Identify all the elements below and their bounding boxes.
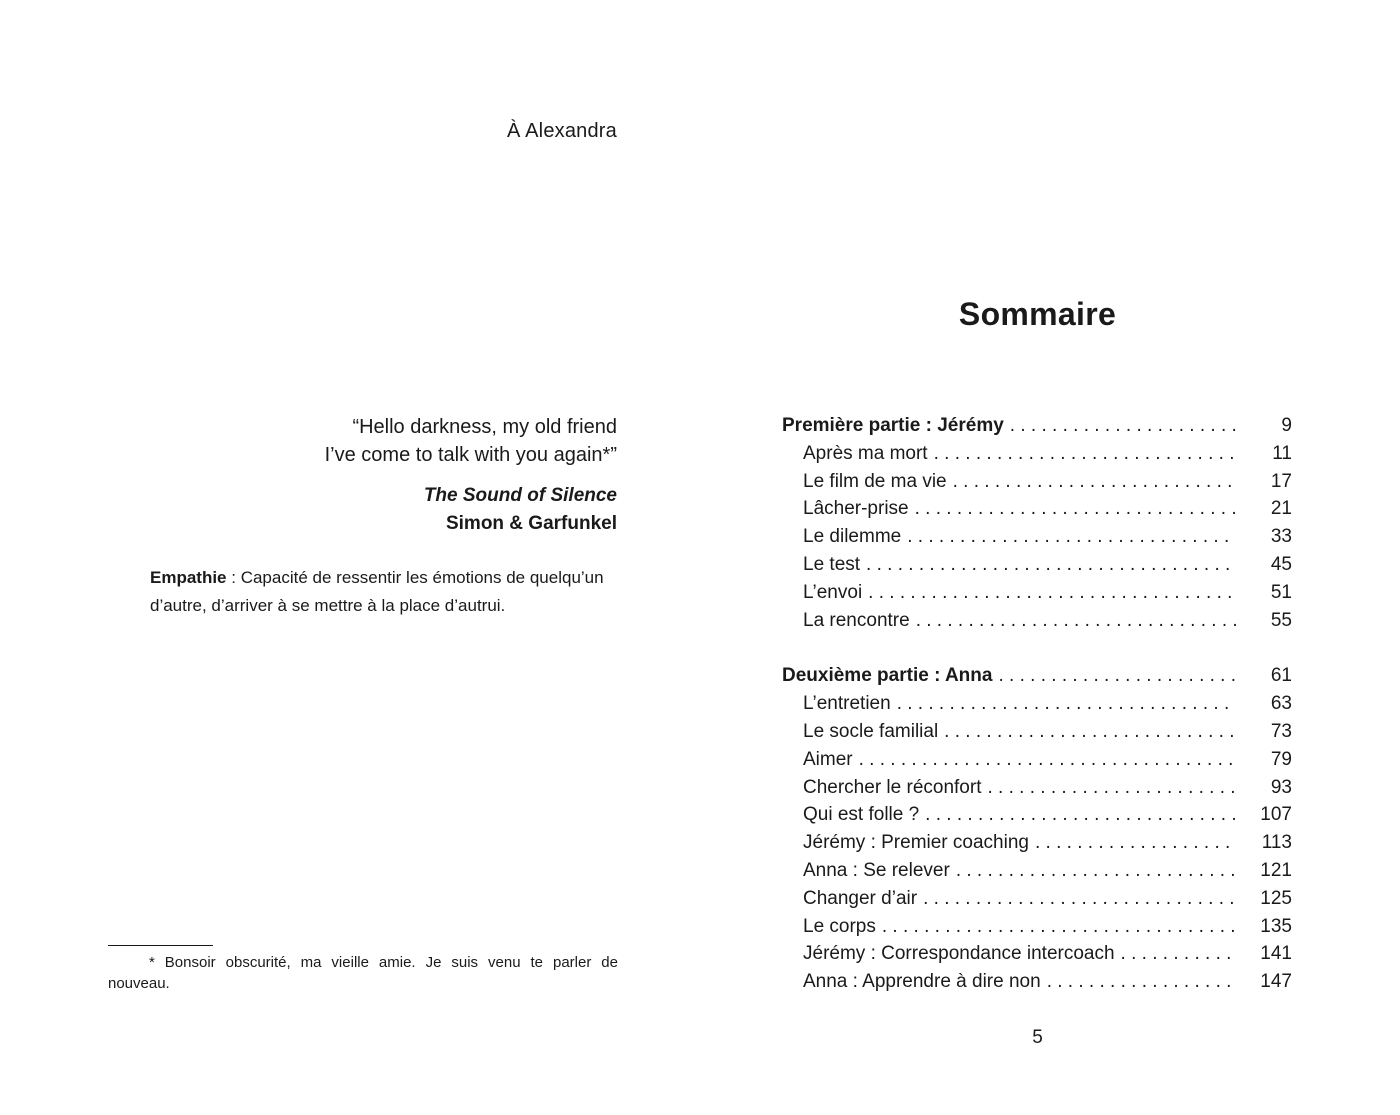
toc-leader-dots bbox=[1047, 968, 1236, 996]
toc-page-number: 21 bbox=[1270, 498, 1292, 520]
toc-chapter-entry bbox=[782, 468, 1292, 496]
page-number: 5 bbox=[1032, 1027, 1043, 1048]
toc-page-number: 63 bbox=[1270, 693, 1292, 715]
toc-leader-dots bbox=[934, 440, 1236, 468]
toc-chapter-entry bbox=[782, 968, 1292, 996]
toc-chapter-entry bbox=[782, 913, 1292, 941]
toc-chapter-entry bbox=[782, 579, 1292, 607]
toc-chapter-entry bbox=[782, 746, 1292, 774]
toc-leader-dots bbox=[923, 885, 1236, 913]
toc-chapter-title: Le socle familial bbox=[803, 720, 939, 742]
toc-chapter-entry bbox=[782, 495, 1292, 523]
toc-chapter-title: Le film de ma vie bbox=[803, 470, 947, 492]
toc-leader-dots bbox=[859, 746, 1236, 774]
toc-page-number: 9 bbox=[1281, 415, 1292, 436]
toc-leader-dots bbox=[897, 690, 1236, 718]
toc-chapter-title: La rencontre bbox=[803, 609, 910, 631]
toc-leader-dots bbox=[944, 718, 1236, 746]
toc-leader-dots bbox=[1035, 829, 1236, 857]
toc-chapter-entry bbox=[782, 774, 1292, 802]
definition-term: Empathie bbox=[150, 568, 227, 587]
toc-chapter-title: Le test bbox=[803, 553, 861, 575]
toc-page-number: 121 bbox=[1260, 859, 1292, 881]
epigraph-artist: Simon & Garfunkel bbox=[445, 513, 617, 534]
footnote: * Bonsoir obscurité, ma vieille amie. Je suis venu te parler de nouveau. bbox=[108, 954, 618, 992]
right-page bbox=[700, 0, 1400, 1115]
toc-leader-dots bbox=[987, 774, 1236, 802]
toc-chapter-title: Jérémy : Correspondance intercoach bbox=[803, 943, 1115, 965]
toc-chapter-entry bbox=[782, 885, 1292, 913]
epigraph-line: I’ve come to talk with you again*” bbox=[324, 444, 617, 466]
toc-page-number: 147 bbox=[1260, 971, 1292, 993]
toc-part-title: Première partie : Jérémy bbox=[782, 415, 1004, 436]
toc-page-number: 141 bbox=[1260, 943, 1292, 965]
toc-leader-dots bbox=[956, 857, 1236, 885]
toc-chapter-entry bbox=[782, 440, 1292, 468]
toc-chapter-title: Anna : Apprendre à dire non bbox=[803, 971, 1041, 993]
epigraph-line: “Hello darkness, my old friend bbox=[352, 416, 617, 438]
toc-leader-dots bbox=[882, 913, 1236, 941]
toc-title: Sommaire bbox=[958, 296, 1117, 332]
toc-chapter-title: Anna : Se relever bbox=[803, 859, 950, 881]
toc-page-number: 79 bbox=[1270, 748, 1292, 770]
toc-leader-dots bbox=[916, 607, 1236, 635]
toc-chapter-title: Changer d’air bbox=[803, 887, 918, 909]
toc-chapter-entry bbox=[782, 690, 1292, 718]
toc-leader-dots bbox=[866, 551, 1236, 579]
toc-leader-dots bbox=[998, 662, 1236, 690]
epigraph bbox=[117, 413, 617, 537]
toc-page-number: 33 bbox=[1270, 526, 1292, 548]
toc-chapter-entry bbox=[782, 829, 1292, 857]
toc-part-entry bbox=[782, 412, 1292, 440]
toc-page-number: 45 bbox=[1270, 553, 1292, 575]
toc-chapter-title: Chercher le réconfort bbox=[803, 776, 982, 798]
toc-chapter-title: Après ma mort bbox=[803, 442, 928, 464]
toc-chapter-entry bbox=[782, 551, 1292, 579]
toc-page-number: 107 bbox=[1260, 804, 1292, 826]
toc-page-number: 51 bbox=[1270, 581, 1292, 603]
toc-page-number: 73 bbox=[1270, 720, 1292, 742]
toc-page-number: 61 bbox=[1270, 665, 1292, 687]
toc-chapter-entry bbox=[782, 718, 1292, 746]
toc-part-entry bbox=[782, 662, 1292, 690]
dedication: À Alexandra bbox=[506, 120, 617, 142]
toc-part-title: Deuxième partie : Anna bbox=[782, 665, 993, 687]
toc-chapter-entry bbox=[782, 607, 1292, 635]
toc-leader-dots bbox=[1121, 940, 1236, 968]
toc-chapter-title: Le corps bbox=[803, 915, 876, 937]
toc-chapter-title: Qui est folle ? bbox=[803, 804, 920, 826]
toc-leader-dots bbox=[953, 468, 1236, 496]
toc-page-number: 125 bbox=[1260, 887, 1292, 909]
toc-chapter-entry bbox=[782, 940, 1292, 968]
toc-page-number: 55 bbox=[1270, 609, 1292, 631]
toc-leader-dots bbox=[1010, 412, 1236, 440]
toc-page-number: 17 bbox=[1270, 470, 1292, 492]
toc-chapter-title: L’envoi bbox=[803, 581, 863, 603]
toc-chapter-title: Le dilemme bbox=[803, 526, 902, 548]
toc-section-gap bbox=[782, 634, 1292, 662]
toc-page-number: 135 bbox=[1260, 915, 1292, 937]
footnote-rule bbox=[108, 945, 213, 946]
toc-chapter-title: Lâcher-prise bbox=[803, 498, 909, 520]
toc-leader-dots bbox=[868, 579, 1236, 607]
toc-chapter-title: L’entretien bbox=[803, 693, 891, 715]
toc-chapter-title: Jérémy : Premier coaching bbox=[803, 832, 1029, 854]
definition-text: : Capacité de ressentir les émotions de quelqu’un d’autre, d’arriver à se mettre à la place d’autrui. bbox=[150, 568, 604, 615]
toc-page-number: 113 bbox=[1261, 832, 1292, 854]
toc-chapter-entry bbox=[782, 801, 1292, 829]
toc-chapter-entry bbox=[782, 857, 1292, 885]
toc-chapter-title: Aimer bbox=[803, 748, 853, 770]
toc-leader-dots bbox=[907, 523, 1236, 551]
toc-leader-dots bbox=[915, 495, 1236, 523]
definition bbox=[150, 564, 620, 620]
toc-page-number: 11 bbox=[1272, 442, 1292, 464]
toc-page-number: 93 bbox=[1270, 776, 1292, 798]
table-of-contents bbox=[782, 412, 1292, 996]
epigraph-song-title: The Sound of Silence bbox=[423, 485, 617, 506]
toc-leader-dots bbox=[925, 801, 1236, 829]
toc-chapter-entry bbox=[782, 523, 1292, 551]
